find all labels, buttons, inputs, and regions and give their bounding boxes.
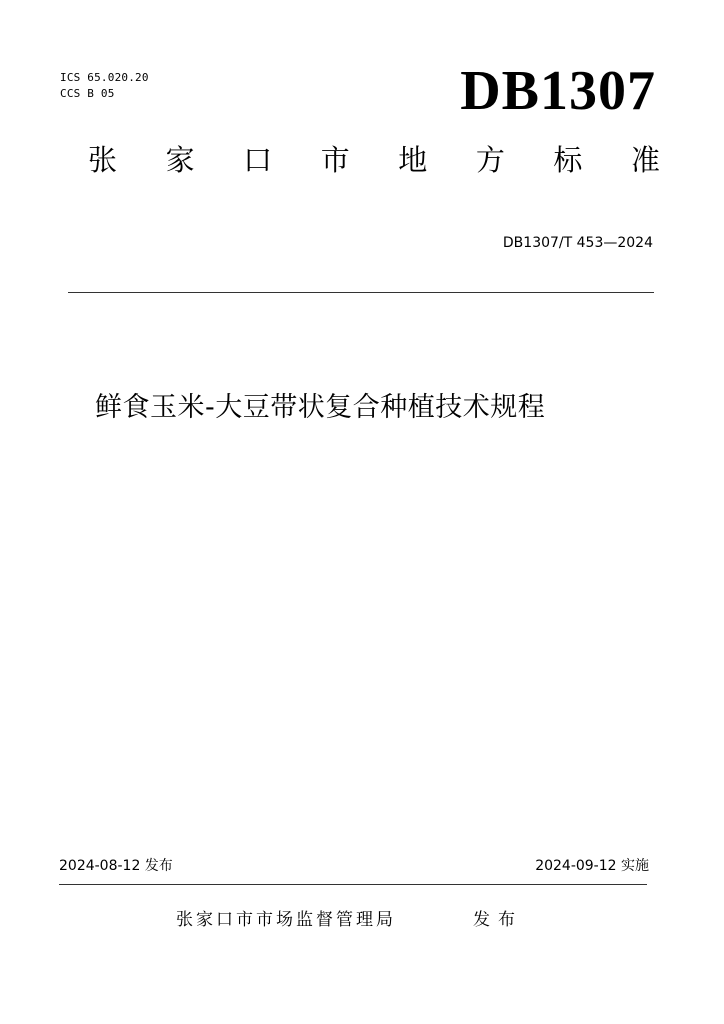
ics-code: ICS 65.020.20 xyxy=(60,71,149,84)
standard-number: DB1307/T 453—2024 xyxy=(502,235,653,251)
document-title: 鲜食玉米-大豆带状复合种植技术规程 xyxy=(95,392,546,423)
issue-label: 发布 xyxy=(473,910,523,930)
ccs-code: CCS B 05 xyxy=(60,87,115,100)
standard-type-char: 市 xyxy=(320,143,350,177)
top-divider xyxy=(68,292,654,293)
standard-type-char: 方 xyxy=(475,143,505,177)
standard-type-char: 家 xyxy=(165,143,195,177)
standard-type-char: 口 xyxy=(243,143,273,177)
standard-type-title xyxy=(88,140,660,180)
standard-type-char: 标 xyxy=(553,143,583,177)
implement-date: 2024-09-12 实施 xyxy=(535,858,649,874)
publish-date: 2024-08-12 发布 xyxy=(59,858,173,874)
standard-code-logo: DB1307 xyxy=(460,60,656,122)
standard-type-char: 张 xyxy=(88,143,118,177)
bottom-divider xyxy=(59,884,647,885)
standard-type-char: 准 xyxy=(630,143,660,177)
standard-type-char: 地 xyxy=(398,143,428,177)
issuing-authority: 张家口市市场监督管理局 xyxy=(176,910,396,930)
